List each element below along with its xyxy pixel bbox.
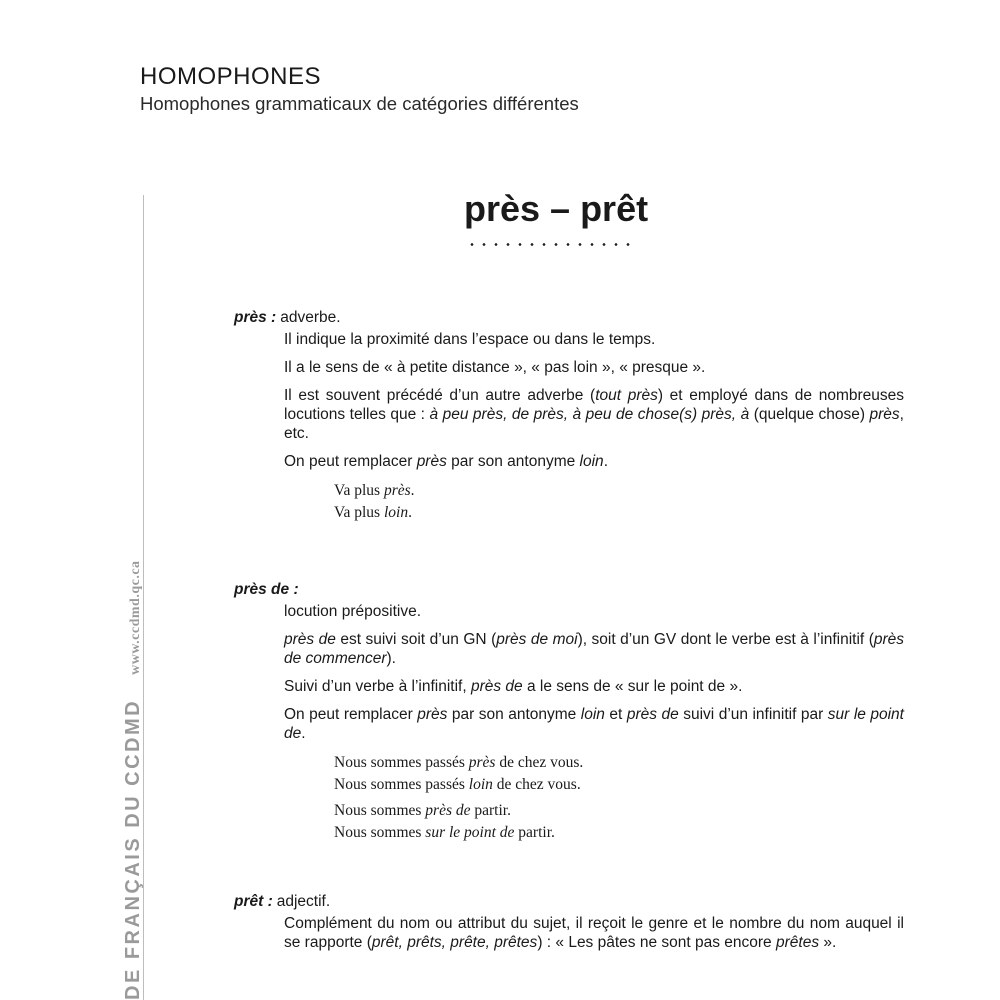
entry-heading	[234, 308, 904, 327]
entry-pres	[234, 308, 904, 524]
definition-paragraph: On peut remplacer près par son antonyme loin et près de suivi d’un infinitif par sur le point de.	[284, 706, 904, 742]
header-title: HOMOPHONES	[140, 63, 322, 90]
example-sentence: Nous sommes passés près de chez vous.	[334, 754, 584, 771]
document-header	[140, 62, 579, 116]
entry-category: adjectif.	[276, 893, 331, 910]
example-sentence: Va plus loin.	[334, 504, 412, 521]
example-sentence: Nous sommes passés loin de chez vous.	[334, 776, 581, 793]
definition-paragraph: près de est suivi soit d’un GN (près de moi), soit d’un GV dont le verbe est à l’infinitif (près de commencer).	[284, 631, 905, 667]
entry-category: adverbe.	[280, 309, 341, 326]
sidebar-brand: DE FRANÇAIS DU CCDMD	[122, 698, 144, 1000]
definition-paragraph: Il a le sens de « à petite distance », « pas loin », « presque ».	[284, 359, 706, 376]
title-dotted-underline	[466, 243, 634, 246]
entry-heading	[234, 580, 904, 599]
page-title: près – prêt	[464, 188, 649, 229]
entry-pret	[234, 892, 904, 961]
example-sentence: Nous sommes sur le point de partir.	[334, 824, 555, 841]
definition-paragraph: Complément du nom ou attribut du sujet, il reçoit le genre et le nombre du nom auquel il se rapporte (prêt, prêts, prête, prêtes) : « Les pâtes ne sont pas encore prêtes ».	[284, 915, 904, 951]
sidebar-url: www.ccdmd.qc.ca	[128, 560, 143, 675]
definition-paragraph: On peut remplacer près par son antonyme loin.	[284, 453, 608, 470]
definition-paragraph: Il indique la proximité dans l’espace ou dans le temps.	[284, 331, 656, 348]
entry-heading	[234, 892, 904, 911]
entry-pres-de	[234, 580, 904, 844]
definition-paragraph: Suivi d’un verbe à l’infinitif, près de a le sens de « sur le point de ».	[284, 678, 743, 695]
example-sentence: Nous sommes près de partir.	[334, 802, 511, 819]
header-subtitle: Homophones grammaticaux de catégories différentes	[140, 93, 579, 114]
entry-term: près de :	[234, 581, 299, 598]
example-sentence: Va plus près.	[334, 482, 415, 499]
entry-term: près :	[234, 309, 277, 326]
entry-category: locution prépositive.	[284, 603, 421, 620]
sidebar-watermark	[122, 560, 145, 1000]
entry-term: prêt :	[234, 893, 273, 910]
definition-paragraph: Il est souvent précédé d’un autre adverbe (tout près) et employé dans de nombreuses locutions telles que : à peu près, de près, à peu de chose(s) près, à (quelque chose) près, etc.	[284, 387, 904, 442]
